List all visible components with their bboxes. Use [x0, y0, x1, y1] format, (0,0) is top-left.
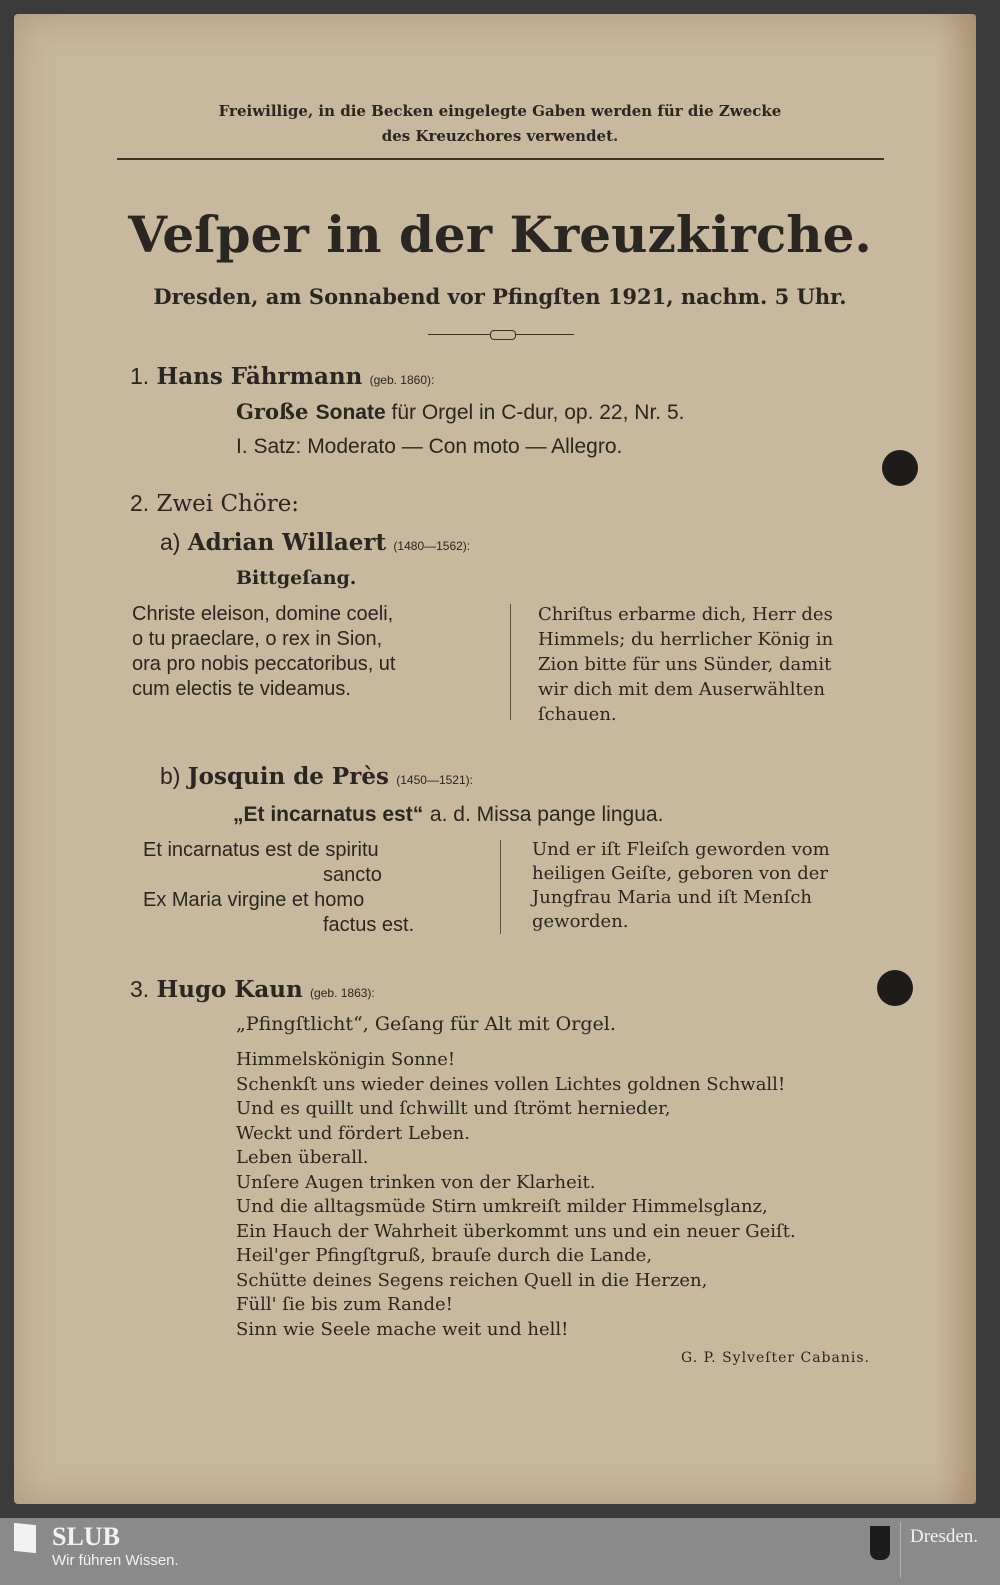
- work-title: Sonate: [315, 401, 386, 424]
- section-heading: Zwei Chöre:: [156, 491, 300, 517]
- text-line: cum electis te videamus.: [132, 678, 351, 700]
- work-detail: für Orgel in C-dur, op. 22, Nr. 5.: [385, 401, 685, 424]
- poem: [236, 1048, 796, 1342]
- item-number: 1.: [130, 363, 150, 389]
- footer-divider: [900, 1522, 901, 1578]
- text-line: o tu praeclare, o rex in Sion,: [132, 628, 383, 650]
- composer-name: Adrian Willaert: [187, 529, 387, 556]
- composer-dates: (geb. 1863):: [310, 986, 375, 1000]
- poem-line: Himmelskönigin Sonne!: [236, 1049, 456, 1070]
- punch-hole: [882, 450, 918, 486]
- poem-line: Und es quillt und ſchwillt und ſtrömt hernieder,: [236, 1098, 671, 1119]
- notice-line-2: des Kreuzchores verwendet.: [381, 127, 619, 145]
- text-line: Ex Maria virgine et homo: [143, 889, 365, 911]
- text-line: sancto: [323, 864, 382, 886]
- poem-line: Weckt und fördert Leben.: [236, 1122, 470, 1144]
- work-title: Bittgeſang.: [236, 567, 357, 589]
- poem-line: Schütte deines Segens reichen Quell in die Herzen,: [236, 1269, 708, 1291]
- text-line: Et incarnatus est de spiritu: [143, 839, 379, 861]
- poem-line: Füll' ſie bis zum Rande!: [236, 1294, 453, 1315]
- composer-dates: (1480—1562):: [393, 539, 471, 553]
- text-line: Himmels; du herrlicher König in: [538, 629, 834, 650]
- sub-label: a): [160, 529, 181, 555]
- text-line: factus est.: [323, 914, 415, 936]
- page-title: Veſper in der Kreuzkirche.: [128, 205, 872, 264]
- subtitle: Dresden, am Sonnabend vor Pfingſten 1921, nachm. 5 Uhr.: [153, 284, 847, 309]
- work-prefix: Große: [236, 399, 316, 424]
- dresden-logo[interactable]: Dresden.: [910, 1526, 979, 1547]
- divider: [117, 158, 884, 160]
- poem-line: Und die alltagsmüde Stirn umkreiſt milder Himmelsglanz,: [236, 1196, 768, 1217]
- poem-line: Ein Hauch der Wahrheit überkommt uns und ein neuer Geiſt.: [236, 1220, 796, 1242]
- composer-name: Hugo Kaun: [156, 976, 303, 1003]
- text-line: ora pro nobis peccatoribus, ut: [132, 653, 396, 675]
- ornament-icon: [490, 330, 516, 340]
- notice-line-1: Freiwillige, in die Becken eingelegte Gaben werden für die Zwecke: [218, 102, 782, 120]
- tagline: Wir führen Wissen.: [52, 1552, 179, 1569]
- text-line: heiligen Geiſte, geboren von der: [532, 863, 828, 884]
- text-line: Jungfrau Maria und iſt Menſch: [532, 887, 813, 908]
- text-line: ſchauen.: [538, 704, 617, 725]
- composer-dates: (geb. 1860):: [369, 373, 435, 387]
- item-number: 2.: [130, 490, 150, 516]
- german-text: [532, 838, 830, 934]
- slub-logo[interactable]: SLUB: [52, 1522, 120, 1551]
- column-divider: [510, 604, 511, 720]
- slub-logo-icon: [14, 1523, 36, 1553]
- composer-name: Hans Fährmann: [156, 363, 363, 390]
- text-line: Chriſtus erbarme dich, Herr des: [538, 604, 833, 625]
- composer-name: Josquin de Près: [187, 763, 389, 790]
- item-number: 3.: [130, 976, 150, 1002]
- text-line: Und er iſt Fleiſch geworden vom: [532, 839, 830, 860]
- movement: I. Satz: Moderato — Con moto — Allegro.: [236, 435, 623, 458]
- sub-label: b): [160, 763, 181, 789]
- poem-author: G. P. Sylveſter Cabanis.: [681, 1350, 870, 1366]
- poem-line: Unſere Augen trinken von der Klarheit.: [236, 1171, 596, 1193]
- work-title: „Et incarnatus est“: [233, 803, 424, 826]
- german-text: [538, 602, 833, 727]
- poem-line: Heil'ger Pfingſtgruß, brauſe durch die Lande,: [236, 1245, 653, 1266]
- work-title: „Pfingſtlicht“, Geſang für Alt mit Orgel.: [236, 1013, 616, 1035]
- composer-dates: (1450—1521):: [396, 773, 473, 787]
- poem-line: Leben überall.: [236, 1147, 369, 1168]
- latin-text: [132, 602, 396, 702]
- text-line: geworden.: [532, 911, 629, 932]
- dresden-coat-of-arms-icon: [870, 1526, 890, 1560]
- text-line: Christe eleison, domine coeli,: [132, 603, 394, 625]
- poem-line: Schenkſt uns wieder deines vollen Lichtes goldnen Schwall!: [236, 1073, 786, 1095]
- latin-text: [143, 838, 414, 938]
- text-line: Zion bitte für uns Sünder, damit: [538, 654, 832, 675]
- work-source: a. d. Missa pange lingua.: [429, 803, 664, 826]
- poem-line: Sinn wie Seele mache weit und hell!: [236, 1318, 569, 1340]
- footer-bar: [0, 1518, 1000, 1585]
- text-line: wir dich mit dem Auserwählten: [538, 679, 825, 700]
- column-divider: [500, 840, 501, 934]
- punch-hole: [877, 970, 913, 1006]
